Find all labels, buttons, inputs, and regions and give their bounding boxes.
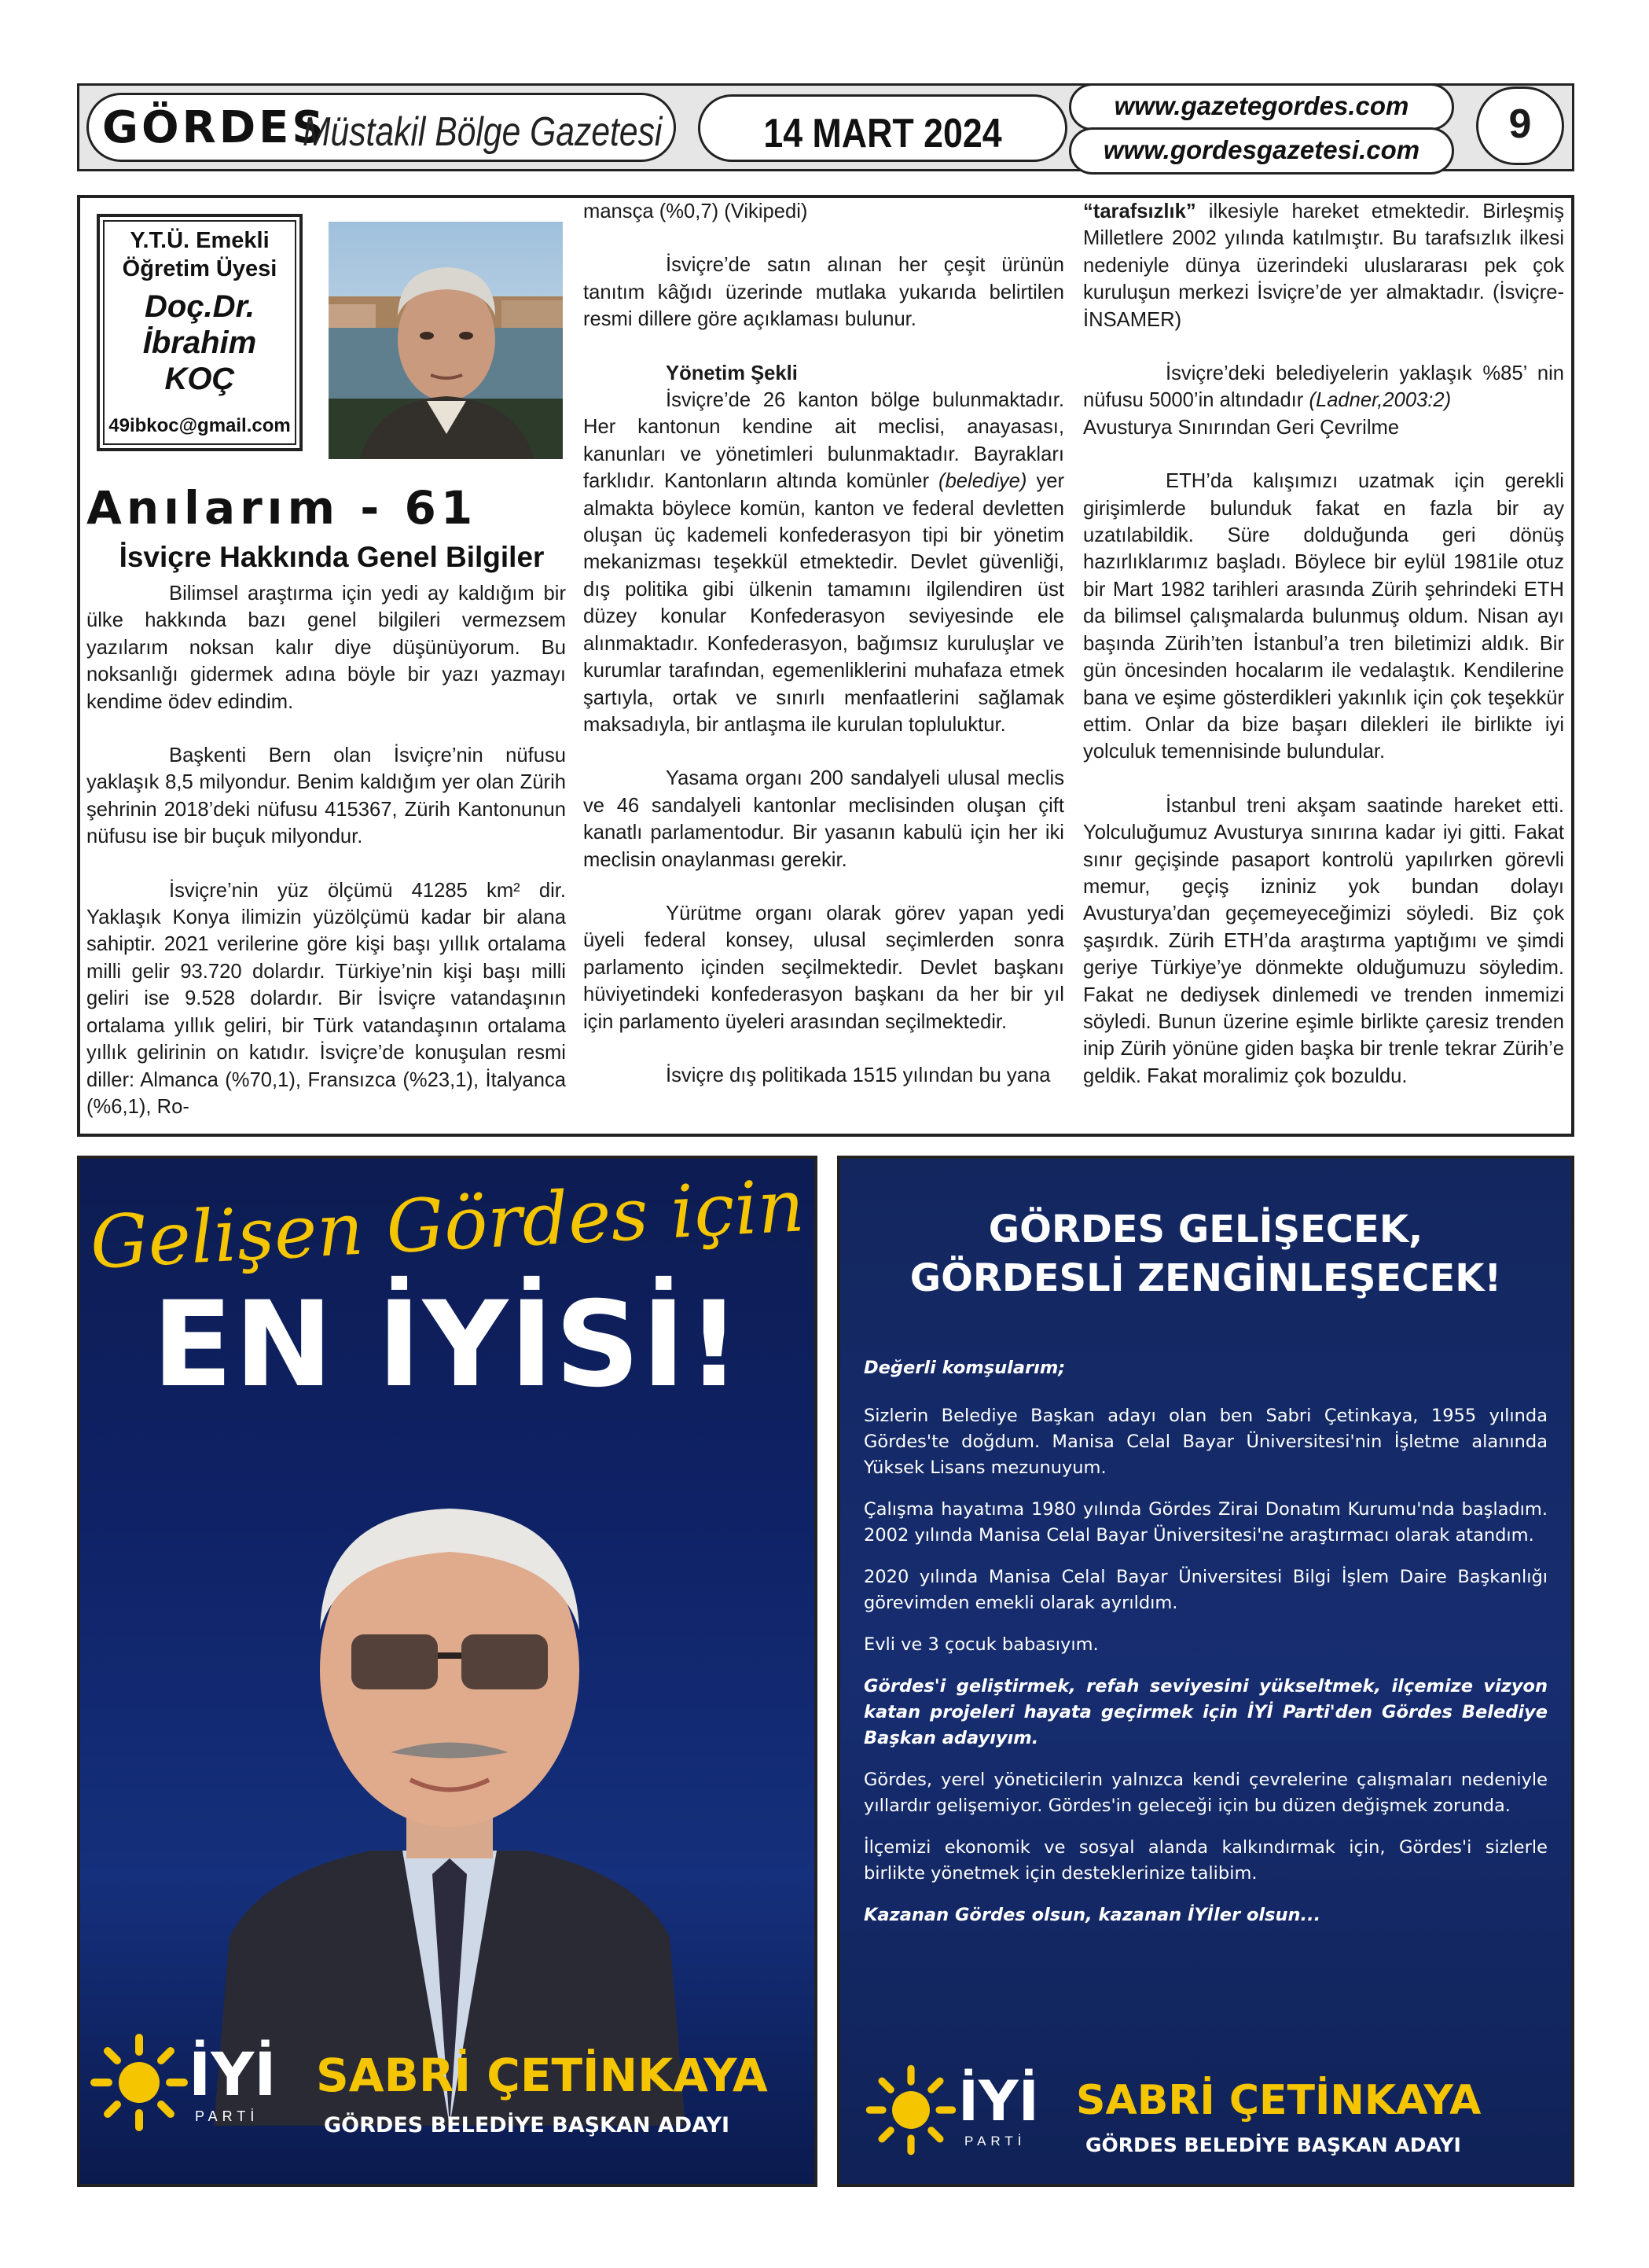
author-title: Doç.Dr. bbox=[144, 289, 255, 324]
ad-headline-1: GÖRDES GELİŞECEK, bbox=[988, 1208, 1423, 1252]
paragraph: İstanbul treni akşam saatinde hareket etti. Yolculuğumuz Avusturya sınırına kadar iyi gitti. Fakat sınır geçişinde pasaport kontrolü yapılırken görevli memur, geçiş izniniz yok bundan dolayı Avusturya’dan geçemeyeceğimizi söyledi. Biz çok şaşırdık. Zürih ETH’da araştırma yaptığımı ve şimdi geriye Türkiye’ye dönmekte olduğumuzu söyledim. Fakat ne dediysek dinlemedi ve trenden inmemizi söyledi. Bunun üzerine eşimle birlikte çaresiz trenden inip Zürih yönüne giden başka bir trenle tekrar Zürih’e geldik. Fakat moralimiz çok bozuldu. bbox=[1083, 794, 1564, 1087]
party-logo-text: İYİ bbox=[958, 2069, 1039, 2134]
sun-logo-icon bbox=[88, 2031, 190, 2134]
ad-headline: EN İYİSİ! bbox=[152, 1277, 743, 1413]
paragraph bbox=[1083, 360, 1564, 414]
newspaper-name: GÖRDES bbox=[102, 102, 327, 153]
ad-paragraph: Gördes, yerel yöneticilerin yalnızca kendi çevrelerine çalışmaları nedeniyle yıllardır gelişemiyor. Gördes'in geleceği için bu düzen değişmek zorunda. bbox=[864, 1770, 1548, 1816]
campaign-ad-right bbox=[837, 1156, 1574, 2187]
paragraph: Yasama organı 200 sandalyeli ulusal meclis ve 46 sandalyeli kantonlar meclisinden oluşan çift kanatlı parlamentodur. Bir yasanın kabulü için her iki meclisin onaylanması gerekir. bbox=[583, 767, 1064, 871]
sun-logo-icon bbox=[864, 2063, 958, 2157]
paragraph bbox=[583, 387, 1064, 738]
article-column-3 bbox=[1083, 198, 1564, 1090]
paragraph: Başkenti Bern olan İsviçre’nin nüfusu yaklaşık 8,5 milyondur. Benim kaldığım yer olan Zürih şehrinin 2018’deki nüfusu 415367, Zürih Kantonunun nüfusu ise bir buçuk milyondur. bbox=[86, 744, 566, 848]
ad-headline-2: GÖRDESLİ ZENGİNLEŞECEK! bbox=[909, 1256, 1502, 1300]
article-title: İsviçre Hakkında Genel Bilgiler bbox=[119, 541, 545, 573]
text-run: yer almakta böylece komün, kanton ve federal devletten oluşan üç kademeli konfederasyon tipi bir yönetim mekanizması teşekkül etmektedir. Devlet güvenliği, dış politika gibi ülkenin tamamını ilgilendiren üst düzey konular Konfederasyon seviyesinde ele alınmaktadır. Konfederasyon, bağımsız kuruluşlar ve kurumlar tarafından, egemenliklerini muhafaza etmek şartıyla, ortak ve sınırlı menfaatlerini sağlamak maksadıyla, bir antlaşma ile kurulan topluluktur. bbox=[583, 470, 1064, 736]
author-photo bbox=[329, 222, 563, 459]
section-heading: Yönetim Şekli bbox=[666, 362, 798, 384]
ad-paragraph: Kazanan Gördes olsun, kazanan İYİler olsun... bbox=[864, 1905, 1321, 1925]
ad-paragraph: Evli ve 3 çocuk babasıyım. bbox=[864, 1634, 1099, 1655]
text-run: İsviçre’de 26 kanton bölge bulunmaktadır. Her kantonun kendine ait meclisi, anayasası, kanunları ve yönetimleri bulunmaktadır. Bayrakları farklıdır. Kantonların altında komünler bbox=[583, 389, 1064, 493]
page-number: 9 bbox=[1508, 101, 1532, 147]
author-last-name: KOÇ bbox=[164, 362, 235, 396]
paragraph bbox=[1083, 198, 1564, 333]
candidate-photo bbox=[214, 1434, 685, 2126]
ad-paragraph: İlçemizi ekonomik ve sosyal alanda kalkındırmak için, Gördes'i sizlerle birlikte yönetmek için desteklerinize talibim. bbox=[864, 1837, 1548, 1884]
author-first-name: İbrahim bbox=[142, 325, 257, 360]
paragraph: İsviçre’de satın alınan her çeşit ürünün tanıtım kâğıdı üzerinde mutlaka yukarıda belirtilen resmi dillere göre açıklaması bulunur. bbox=[583, 254, 1064, 331]
candidate-name: SABRİ ÇETİNKAYA bbox=[1076, 2077, 1482, 2124]
campaign-ad-left bbox=[77, 1156, 817, 2187]
text-run: İsviçre’deki belediyelerin yaklaşık %85’ nin nüfusu 5000’in altındadır bbox=[1083, 362, 1564, 412]
website-link-1[interactable]: www.gazetegordes.com bbox=[1114, 91, 1409, 120]
italic-text: (belediye) bbox=[938, 470, 1027, 493]
ad-paragraph: Çalışma hayatıma 1980 yılında Gördes Zirai Donatım Kurumu'nda başladım. 2002 yılında Manisa Celal Bayar Üniversitesi'ne araştırmacı olarak atandım. bbox=[864, 1499, 1548, 1546]
candidate-name: SABRİ ÇETİNKAYA bbox=[316, 2049, 768, 2102]
author-line-1: Y.T.Ü. Emekli bbox=[130, 228, 270, 253]
ad-paragraph: 2020 yılında Manisa Celal Bayar Üniversitesi Bilgi İşlem Daire Başkanlığı görevimden emekli olarak ayrıldım. bbox=[864, 1567, 1548, 1613]
party-logo-text: İYİ bbox=[189, 2039, 277, 2109]
candidate-role: GÖRDES BELEDİYE BAŞKAN ADAYI bbox=[1085, 2134, 1461, 2156]
ad-letter bbox=[864, 1355, 1548, 1928]
paragraph: mansça (%0,7) (Vikipedi) bbox=[583, 200, 808, 222]
ad-paragraph: Sizlerin Belediye Başkan adayı olan ben Sabri Çetinkaya, 1955 yılında Gördes'te doğdum. Manisa Celal Bayar Üniversitesi'nin İşletme alanında Yüksek Lisans mezunuyum. bbox=[864, 1406, 1548, 1478]
italic-text: (Ladner,2003:2) bbox=[1309, 389, 1452, 412]
bold-text: “tarafsızlık” bbox=[1083, 200, 1196, 222]
issue-date: 14 MART 2024 bbox=[763, 111, 1002, 156]
candidate-role: GÖRDES BELEDİYE BAŞKAN ADAYI bbox=[324, 2113, 730, 2138]
party-logo-sub: PARTİ bbox=[195, 2108, 259, 2124]
paragraph: İsviçre dış politikada 1515 yılından bu yana bbox=[666, 1064, 1051, 1086]
ad-script-line: Gelişen Gördes için bbox=[88, 1163, 806, 1285]
newspaper-subtitle: Müstakil Bölge Gazetesi bbox=[303, 109, 663, 155]
text-run: ilkesiyle hareket etmektedir. Birleşmiş Milletlere 2002 yılında katılmıştır. Bu tarafsızlık ilkesi nedeniyle dünya üzerindeki uluslararası pek çok kuruluşun merkezi İsviçre’de yer almaktadır. (İsviçre-İNSAMER) bbox=[1083, 200, 1564, 331]
series-title: Anılarım - 61 bbox=[86, 481, 478, 535]
article-column-2 bbox=[583, 198, 1064, 1089]
ad-greeting: Değerli komşularım; bbox=[864, 1358, 1066, 1378]
subheading-line: Avusturya Sınırından Geri Çevrilme bbox=[1083, 416, 1400, 439]
website-link-2[interactable]: www.gordesgazetesi.com bbox=[1103, 135, 1420, 164]
paragraph: ETH’da kalışımızı uzatmak için gerekli girişimlerde bulunduk fakat en fazla bir ay uzatılabildik. Süre dolduğunda geri dönüş hazırlıklarımız başladı. Böylece bir eylül 1981ile otuz bir Mart 1982 tarihleri arasında Zürih şehrindeki ETH da bilimsel çalışmalarda bulunmuş oldum. Nisan ayı başında Zürih’ten İstanbul’a tren biletimizi aldık. Bir gün öncesinden hocalarım ile vedalaştık. Kendilerine bana ve eşime gösterdikleri yakınlık için çok teşekkür ettim. Onlar da bize başarı dilekleri ile birlikte iyi yolculuk temennisinde bulundular. bbox=[1083, 470, 1564, 763]
ad-paragraph: Gördes'i geliştirmek, refah seviyesini yükseltmek, ilçemize vizyon katan projeleri hayata geçirmek için İYİ Parti'den Gördes Belediye Başkan adayıyım. bbox=[864, 1676, 1548, 1748]
paragraph: Yürütme organı olarak görev yapan yedi üyeli federal konsey, ulusal seçimlerden sonra parlamento içinden seçilmektedir. Devlet başkanı hüviyetindeki konfederasyon başkanı da her bir yıl için parlamento üyeleri arasından seçilmektedir. bbox=[583, 902, 1064, 1033]
author-line-2: Öğretim Üyesi bbox=[122, 256, 277, 281]
author-email[interactable]: 49ibkoc@gmail.com bbox=[108, 415, 291, 436]
article-column-1 bbox=[86, 580, 566, 1120]
paragraph: Bilimsel araştırma için yedi ay kaldığım bir ülke hakkında bazı genel bilgileri vermezsem yazılarım noksan kalır diye düşünüyorum. Bu noksanlığı gidermek adına böyle bir yazı yazmayı kendime ödev edindim. bbox=[86, 583, 566, 713]
paragraph: İsviçre’nin yüz ölçümü 41285 km² dir. Yaklaşık Konya ilimizin yüzölçümü kadar bir alana sahiptir. 2021 verilerine göre kişi başı yıllık ortalama milli gelir 93.720 dolardır. Türkiye’nin kişi başı milli geliri ise 9.528 dolardır. Bir İsviçre vatandaşının ortalama yıllık geliri, bir Türk vatandaşının ortalama yıllık gelirinin on katıdır. İsviçre’de konuşulan resmi diller: Almanca (%70,1), Fransızca (%23,1), İtalyanca (%6,1), Ro- bbox=[86, 879, 566, 1118]
party-logo-sub: PARTİ bbox=[964, 2134, 1026, 2149]
